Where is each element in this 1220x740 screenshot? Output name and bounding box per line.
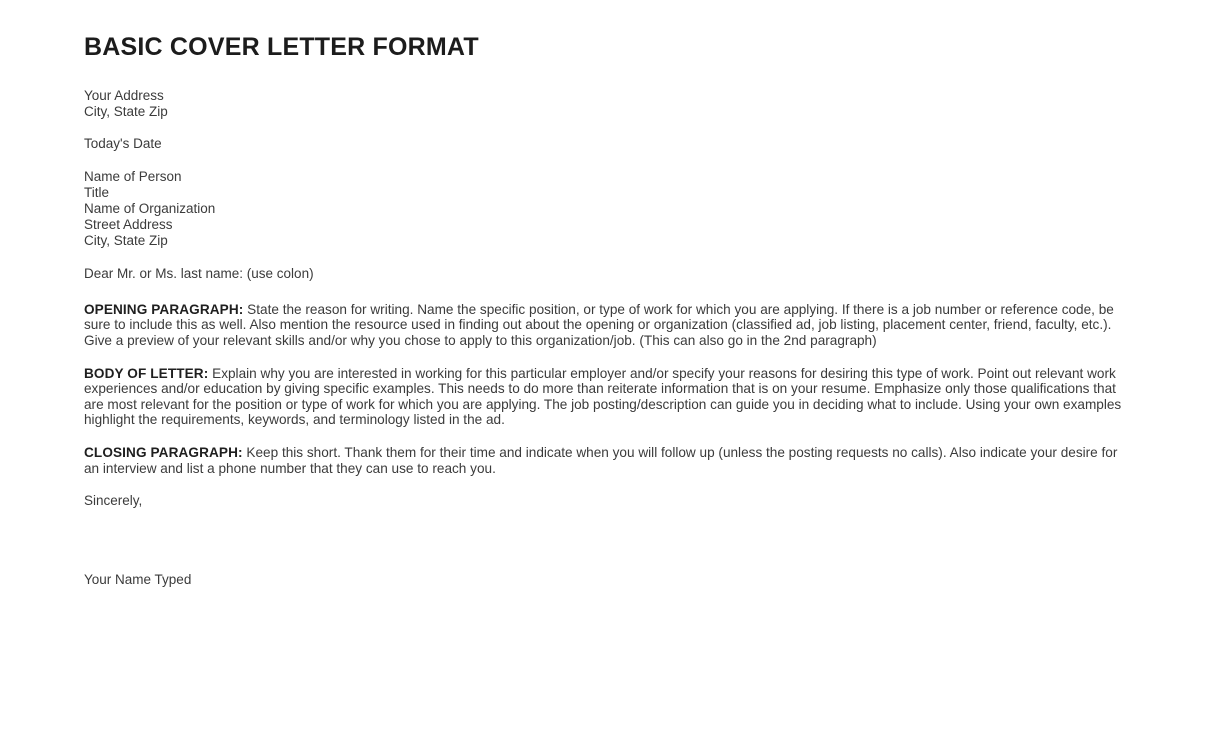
- signature-space: [84, 509, 1135, 572]
- recipient-address-line: City, State Zip: [84, 233, 168, 249]
- signature-name: Your Name Typed: [84, 572, 192, 588]
- closing-paragraph-body: Keep this short. Thank them for their time and indicate when you will follow up (unless the posting requests no calls). Also indicate your desire for an interview and list a phone number that they can use to reach you.: [84, 444, 1118, 476]
- body-paragraph-heading: BODY OF LETTER:: [84, 365, 209, 381]
- body-paragraph-body: Explain why you are interested in working for this particular employer and/or specify your reasons for desiring this type of work. Point out relevant work experiences and/or education by giving specific examples. This needs to do more than reiterate information that is on your resume. Emphasize only those qualifications that are most relevant for the position or type of work for which you are applying. The job posting/description can guide you in deciding what to include. Using your own examples highlight the requirements, keywords, and terminology listed in the ad.: [84, 365, 1122, 428]
- body-paragraph: [84, 366, 1135, 428]
- date-block: [84, 136, 1135, 152]
- recipient-address-block: [84, 169, 1135, 250]
- recipient-address-line: Name of Organization: [84, 201, 216, 217]
- complimentary-close: Sincerely,: [84, 493, 143, 509]
- recipient-address-line: Street Address: [84, 217, 173, 233]
- salutation-line: Dear Mr. or Ms. last name: (use colon): [84, 265, 314, 281]
- page-title: BASIC COVER LETTER FORMAT: [84, 33, 479, 61]
- opening-paragraph-body: State the reason for writing. Name the specific position, or type of work for which you are applying. If there is a job number or reference code, be sure to include this as well. Also mention the resource used in finding out about the opening or organization (classified ad, job listing, placement center, friend, faculty, etc.). Give a preview of your relevant skills and/or why you chose to apply to this organization/job. (This can also go in the 2nd paragraph): [84, 301, 1114, 349]
- sender-address-block: [84, 88, 1135, 120]
- sender-address-line: City, State Zip: [84, 104, 168, 120]
- recipient-address-line: Title: [84, 184, 110, 200]
- opening-paragraph: [84, 302, 1135, 349]
- date-line: Today's Date: [84, 136, 162, 152]
- closing-paragraph-heading: CLOSING PARAGRAPH:: [84, 444, 243, 460]
- recipient-address-line: Name of Person: [84, 168, 182, 184]
- sender-address-line: Your Address: [84, 88, 164, 103]
- closing-paragraph: [84, 445, 1135, 476]
- opening-paragraph-heading: OPENING PARAGRAPH:: [84, 301, 244, 317]
